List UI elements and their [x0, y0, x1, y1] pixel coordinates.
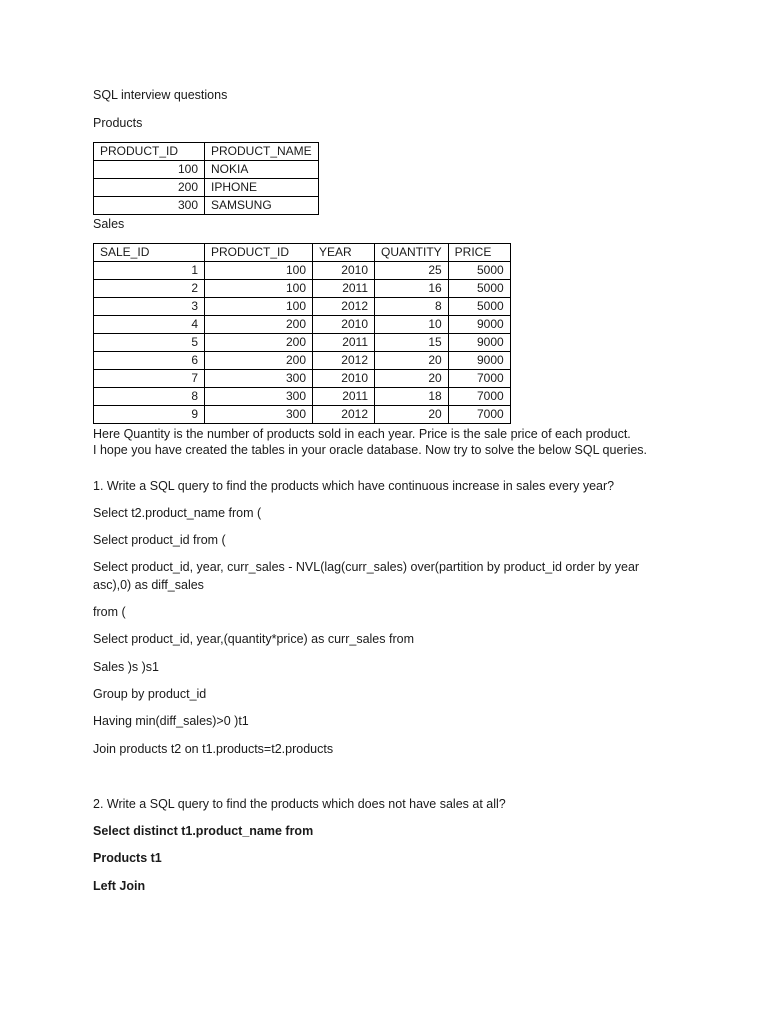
q2-answer-line: Left Join — [93, 879, 146, 893]
table-cell: 9000 — [448, 352, 510, 370]
q1-answer-line: Having min(diff_sales)>0 )t1 — [93, 714, 249, 728]
q1-answer-line: Sales )s )s1 — [93, 660, 159, 674]
q1-answer-line: Select product_id from ( — [93, 533, 226, 547]
table-cell: 300 — [94, 197, 205, 215]
q1-answer-line: Select product_id, year,(quantity*price) as curr_sales from — [93, 632, 414, 646]
table-cell: 2010 — [313, 262, 375, 280]
table-cell: 2011 — [313, 388, 375, 406]
table-cell: 5000 — [448, 262, 510, 280]
table-cell: 200 — [205, 352, 313, 370]
table-cell: 5000 — [448, 298, 510, 316]
table-cell: 16 — [375, 280, 449, 298]
table-cell: 25 — [375, 262, 449, 280]
table-cell: 300 — [205, 388, 313, 406]
sales-table — [93, 243, 511, 424]
table-row — [94, 316, 511, 334]
header-cell: PRODUCT_ID — [94, 143, 205, 161]
table-cell: 7000 — [448, 406, 510, 424]
table-cell: 3 — [94, 298, 205, 316]
q1-answer-line: Join products t2 on t1.products=t2.products — [93, 742, 334, 756]
table-cell: 100 — [205, 280, 313, 298]
table-cell: 200 — [94, 179, 205, 197]
table-cell: 20 — [375, 406, 449, 424]
table-row — [94, 179, 319, 197]
note-line-1: Here Quantity is the number of products sold in each year. Price is the sale price of each product. — [93, 427, 631, 441]
table-cell: 2011 — [313, 334, 375, 352]
table-row — [94, 388, 511, 406]
table-cell: 7 — [94, 370, 205, 388]
table-cell: 9 — [94, 406, 205, 424]
table-cell: 2 — [94, 280, 205, 298]
table-cell: 2012 — [313, 298, 375, 316]
table-row — [94, 370, 511, 388]
table-cell: 2010 — [313, 370, 375, 388]
table-cell: 8 — [94, 388, 205, 406]
table-cell: 5 — [94, 334, 205, 352]
table-cell: SAMSUNG — [205, 197, 319, 215]
table-cell: 100 — [205, 298, 313, 316]
table-cell: 8 — [375, 298, 449, 316]
doc-title: SQL interview questions — [93, 88, 228, 102]
table-cell: 10 — [375, 316, 449, 334]
question-2: 2. Write a SQL query to find the products which does not have sales at all? — [93, 797, 506, 811]
table-cell: 2010 — [313, 316, 375, 334]
header-cell: QUANTITY — [375, 244, 449, 262]
table-cell: 9000 — [448, 334, 510, 352]
header-cell: PRODUCT_NAME — [205, 143, 319, 161]
table-cell: 100 — [94, 161, 205, 179]
table-cell: 4 — [94, 316, 205, 334]
q1-answer-line: Select product_id, year, curr_sales - NVL(lag(curr_sales) over(partition by product_id order by year — [93, 560, 640, 574]
table-cell: 2012 — [313, 406, 375, 424]
header-cell: PRICE — [448, 244, 510, 262]
table-cell: 200 — [205, 334, 313, 352]
table-cell: 100 — [205, 262, 313, 280]
q1-answer-line: asc),0) as diff_sales — [93, 578, 204, 592]
table-row — [94, 352, 511, 370]
table-header-row — [94, 143, 319, 161]
sales-heading: Sales — [93, 217, 125, 231]
products-heading: Products — [93, 116, 143, 130]
table-row — [94, 406, 511, 424]
table-cell: 300 — [205, 370, 313, 388]
q1-answer-line: Select t2.product_name from ( — [93, 506, 262, 520]
table-cell: 9000 — [448, 316, 510, 334]
table-row — [94, 298, 511, 316]
q1-answer-line: from ( — [93, 605, 126, 619]
question-1: 1. Write a SQL query to find the products which have continuous increase in sales every year? — [93, 479, 615, 493]
table-cell: 200 — [205, 316, 313, 334]
table-cell: 20 — [375, 370, 449, 388]
table-cell: 1 — [94, 262, 205, 280]
q2-answer-line: Select distinct t1.product_name from — [93, 824, 314, 838]
table-cell: 20 — [375, 352, 449, 370]
header-cell: SALE_ID — [94, 244, 205, 262]
table-cell: 7000 — [448, 388, 510, 406]
q1-answer-line: Group by product_id — [93, 687, 207, 701]
table-row — [94, 262, 511, 280]
table-cell: IPHONE — [205, 179, 319, 197]
products-table — [93, 142, 319, 215]
table-cell: 2012 — [313, 352, 375, 370]
table-cell: 300 — [205, 406, 313, 424]
table-cell: 5000 — [448, 280, 510, 298]
note-line-2: I hope you have created the tables in your oracle database. Now try to solve the below SQL queries. — [93, 443, 648, 457]
table-cell: 7000 — [448, 370, 510, 388]
table-cell: 2011 — [313, 280, 375, 298]
table-row — [94, 161, 319, 179]
table-cell: 15 — [375, 334, 449, 352]
q2-answer-line: Products t1 — [93, 851, 162, 865]
table-row — [94, 280, 511, 298]
table-header-row — [94, 244, 511, 262]
table-row — [94, 334, 511, 352]
table-cell: 18 — [375, 388, 449, 406]
table-row — [94, 197, 319, 215]
table-cell: NOKIA — [205, 161, 319, 179]
header-cell: PRODUCT_ID — [205, 244, 313, 262]
header-cell: YEAR — [313, 244, 375, 262]
table-cell: 6 — [94, 352, 205, 370]
